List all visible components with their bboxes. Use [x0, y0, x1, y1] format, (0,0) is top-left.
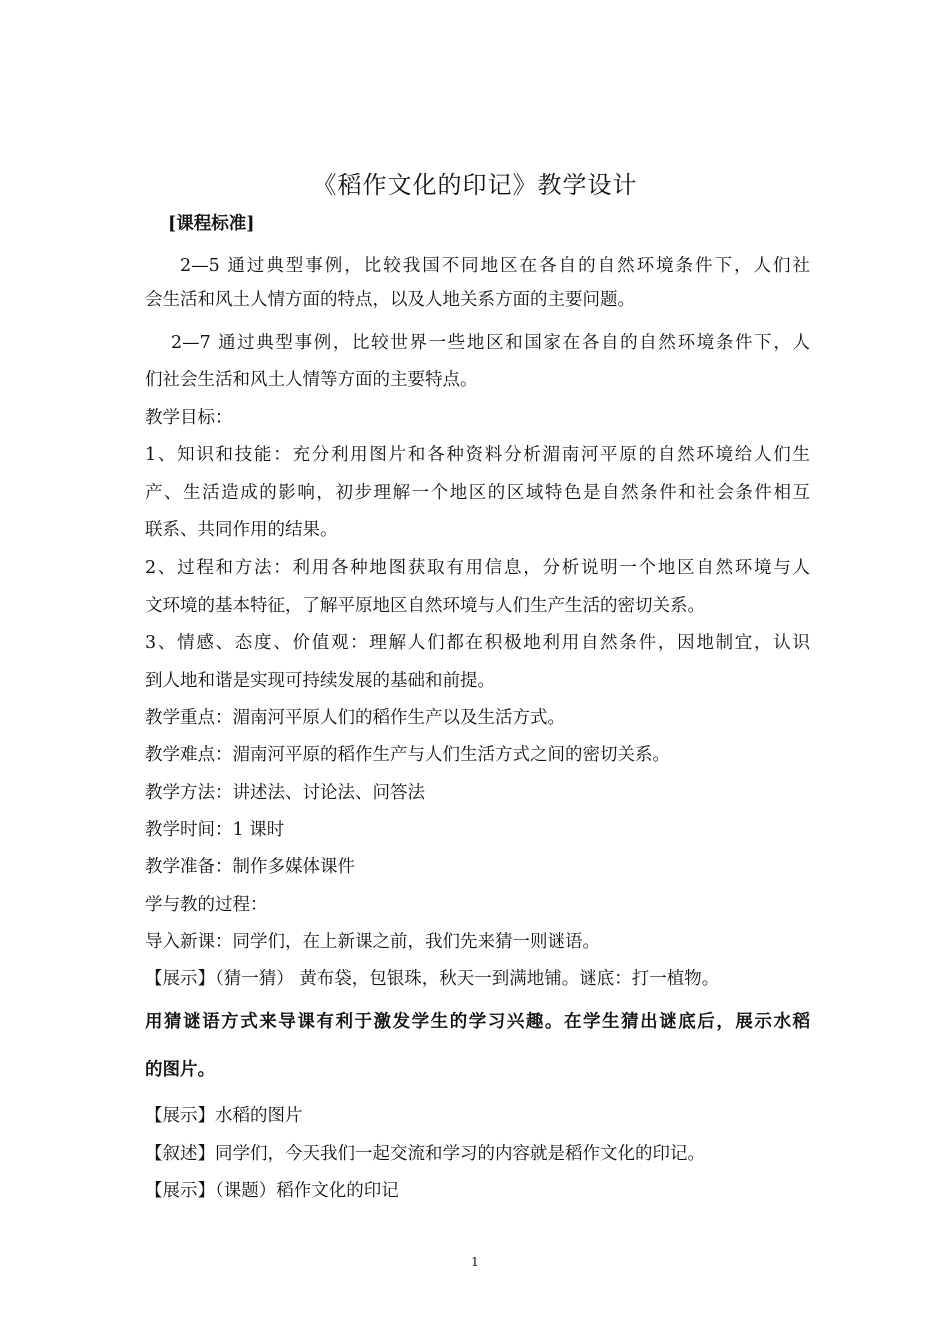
teaching-objectives-heading: 教学目标： — [145, 408, 233, 428]
standard-2-7-line-1: 2—7 通过典型事例，比较世界一些地区和国家在各自的自然环境条件下，人 — [171, 333, 810, 353]
introduction-line: 导入新课：同学们，在上新课之前，我们先来猜一则谜语。 — [145, 932, 600, 952]
riddle-line — [145, 967, 810, 991]
objective-3-line-1: 3、情感、态度、价值观：理解人们都在积极地利用自然条件，因地制宜，认识 — [145, 633, 810, 653]
standard-2-5-line-2: 会生活和风土人情方面的特点，以及人地关系方面的主要问题。 — [145, 290, 635, 310]
narrate-line — [145, 1142, 810, 1166]
riddle-purpose-line-2: 的图片。 — [145, 1060, 215, 1080]
standard-2-7-line-2: 们社会生活和风土人情等方面的主要特点。 — [145, 370, 478, 390]
show-topic-text: （课题）稻作文化的印记 — [215, 1181, 399, 1201]
teaching-key-point: 教学重点：湄南河平原人们的稻作生产以及生活方式。 — [145, 708, 565, 728]
learning-process-heading: 学与教的过程： — [145, 895, 268, 915]
objective-1-line-3: 联系、共同作用的结果。 — [145, 520, 338, 540]
show-tag: 【展示】 — [145, 1106, 215, 1126]
show-tag: 【展示】 — [145, 1181, 215, 1201]
page-number: 1 — [471, 1255, 479, 1269]
teaching-time: 教学时间：1 课时 — [145, 820, 285, 840]
teaching-difficulty: 教学难点：湄南河平原的稻作生产与人们生活方式之间的密切关系。 — [145, 745, 670, 765]
document-title: 《稻作文化的印记》教学设计 — [312, 171, 638, 199]
objective-1-line-2: 产、生活造成的影响，初步理解一个地区的区域特色是自然条件和社会条件相互 — [145, 483, 810, 503]
section-heading-curriculum-standard: [课程标准] — [168, 214, 255, 234]
teaching-preparation: 教学准备：制作多媒体课件 — [145, 857, 355, 877]
teaching-method: 教学方法：讲述法、讨论法、问答法 — [145, 783, 425, 803]
riddle-purpose-line-1: 用猜谜语方式来导课有利于激发学生的学习兴趣。在学生猜出谜底后，展示水稻 — [145, 1012, 810, 1032]
show-rice-picture-text: 水稻的图片 — [215, 1106, 303, 1126]
objective-3-line-2: 到人地和谐是实现可持续发展的基础和前提。 — [145, 671, 495, 691]
objective-2-line-2: 文环境的基本特征，了解平原地区自然环境与人们生产生活的密切关系。 — [145, 596, 705, 616]
narrate-tag: 【叙述】 — [145, 1144, 215, 1164]
objective-1-line-1: 1、知识和技能：充分利用图片和各种资料分析湄南河平原的自然环境给人们生 — [145, 445, 810, 465]
show-topic-line — [145, 1179, 810, 1203]
standard-2-5-line-1: 2—5 通过典型事例，比较我国不同地区在各自的自然环境条件下，人们社 — [180, 256, 810, 276]
show-rice-picture-line — [145, 1104, 810, 1128]
show-tag: 【展示】 — [145, 969, 215, 989]
narrate-text: 同学们，今天我们一起交流和学习的内容就是稻作文化的印记。 — [215, 1144, 705, 1164]
riddle-text: （猜一猜） 黄布袋，包银珠，秋天一到满地铺。谜底：打一植物。 — [215, 969, 720, 989]
objective-2-line-1: 2、过程和方法：利用各种地图获取有用信息，分析说明一个地区自然环境与人 — [145, 558, 810, 578]
